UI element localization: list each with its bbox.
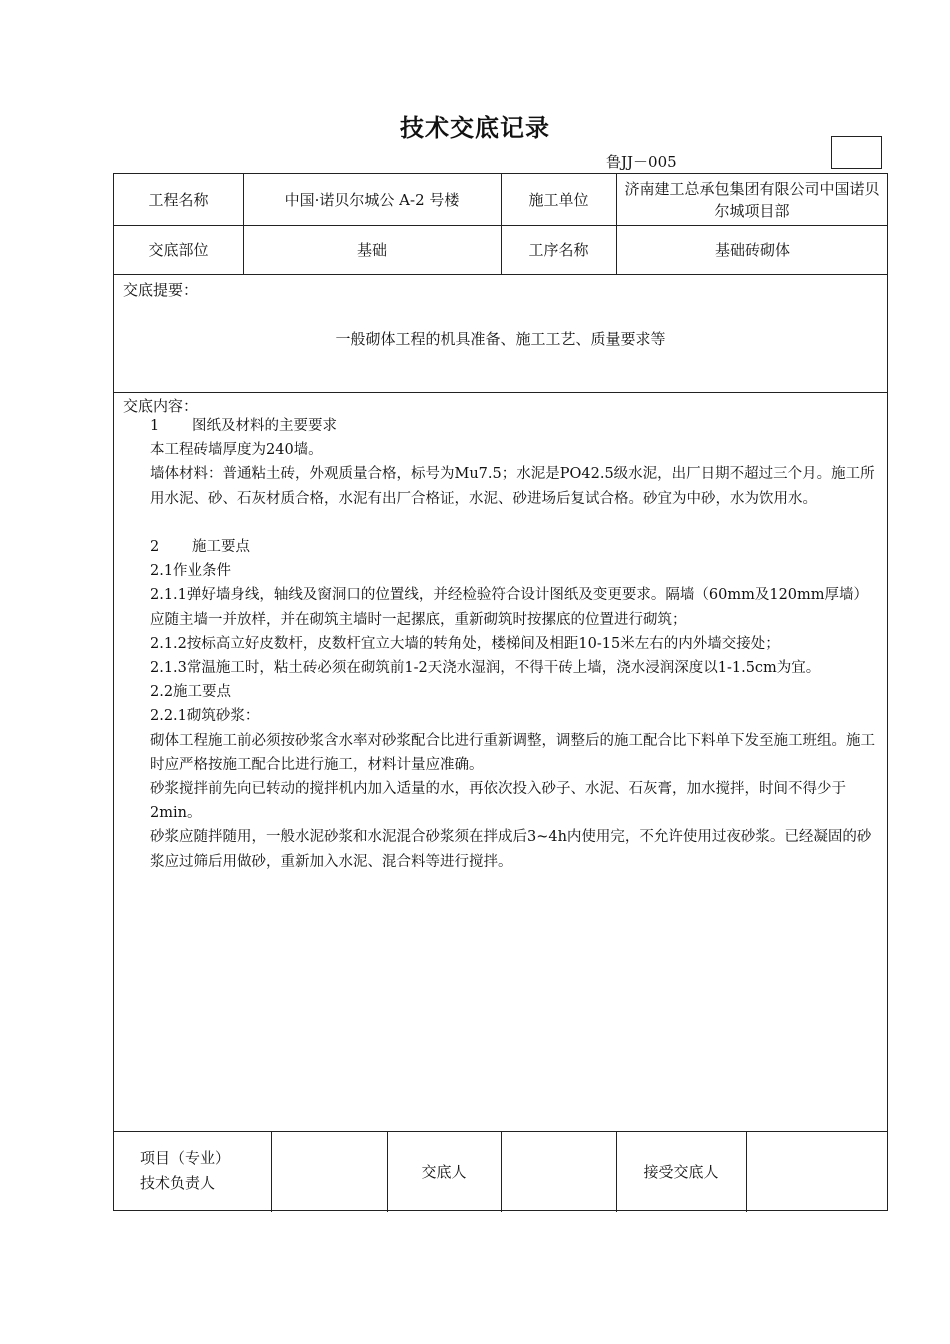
row-divider [114,274,887,275]
section-heading: 1 图纸及材料的主要要求 [150,418,337,434]
row-divider [114,392,887,393]
project-name-value: 中国·诺贝尔城公 A-2 号楼 [284,190,460,209]
project-name-label: 工程名称 [148,190,209,209]
paragraph: 砌体工程施工前必须按砂浆含水率对砂浆配合比进行重新调整，调整后的施工配合比下料单下发至施工班组。施工时应严格按施工配合比进行施工，材料计量应准确。 [150,732,875,773]
content-body [150,414,880,874]
paragraph: 2.1.2按标高立好皮数杆，皮数杆宜立大墙的转角处，楼梯间及相距10-15米左右的内外墙交接处； [150,635,780,652]
process-label: 工序名称 [528,240,589,259]
receiver-signature-field [746,1131,889,1212]
paragraph: 墙体材料：普通粘土砖，外观质量合格，标号为Mu7.5；水泥是PO42.5级水泥，出厂日期不超过三个月。施工所用水泥、砂、石灰材质合格，水泥有出厂合格证，水泥、砂进场后复试合格。砂宜为中砂，水为饮用水。 [150,466,875,507]
paragraph: 2.1.3常温施工时，粘土砖必须在砌筑前1-2天浇水湿润，不得干砖上墙，浇水浸润深度以1-1.5cm为宜。 [150,660,821,677]
paragraph: 2.1.1弹好墙身线，轴线及窗洞口的位置线，并经检验符合设计图纸及变更要求。隔墙（60mm及120mm厚墙）应随主墙一并放样，并在砌筑主墙时一起摞底，重新砌筑时按摞底的位置进行砌筑； [150,587,869,628]
part-label: 交底部位 [148,240,209,259]
paragraph: 本工程砖墙厚度为240墙。 [150,442,323,459]
summary-label: 交底提要： [123,281,199,299]
process-value: 基础砖砌体 [714,240,790,259]
stamp-box [831,136,882,169]
document-number: 鲁JJ－005 [606,153,677,171]
part-value: 基础 [356,240,387,259]
content-label: 交底内容： [123,397,199,415]
paragraph: 2.2.1砌筑砂浆： [150,708,260,725]
constructor-value: 济南建工总承包集团有限公司中国诺贝尔城项目部 [624,179,880,220]
paragraph: 2.1作业条件 [150,563,232,580]
tech-lead-label: 项目（专业） 技术负责人 [140,1149,231,1192]
presenter-label: 交底人 [421,1162,467,1181]
paragraph: 砂浆应随拌随用，一般水泥砂浆和水泥混合砂浆须在拌成后3~4h内使用完，不允许使用过夜砂浆。已经凝固的砂浆应过筛后用做砂，重新加入水泥、混合料等进行搅拌。 [150,829,872,870]
summary-text: 一般砌体工程的机具准备、施工工艺、质量要求等 [335,330,666,348]
section-heading: 2 施工要点 [150,539,250,555]
constructor-label: 施工单位 [528,190,589,209]
tech-lead-signature-field [271,1131,387,1212]
receiver-label: 接受交底人 [643,1162,719,1181]
disclosure-table [113,173,888,1211]
presenter-signature-field [501,1131,616,1212]
document-title: 技术交底记录 [400,113,550,142]
paragraph: 2.2施工要点 [150,684,232,701]
paragraph: 砂浆搅拌前先向已转动的搅拌机内加入适量的水，再依次投入砂子、水泥、石灰膏，加水搅拌，时间不得少于2min。 [150,781,846,822]
